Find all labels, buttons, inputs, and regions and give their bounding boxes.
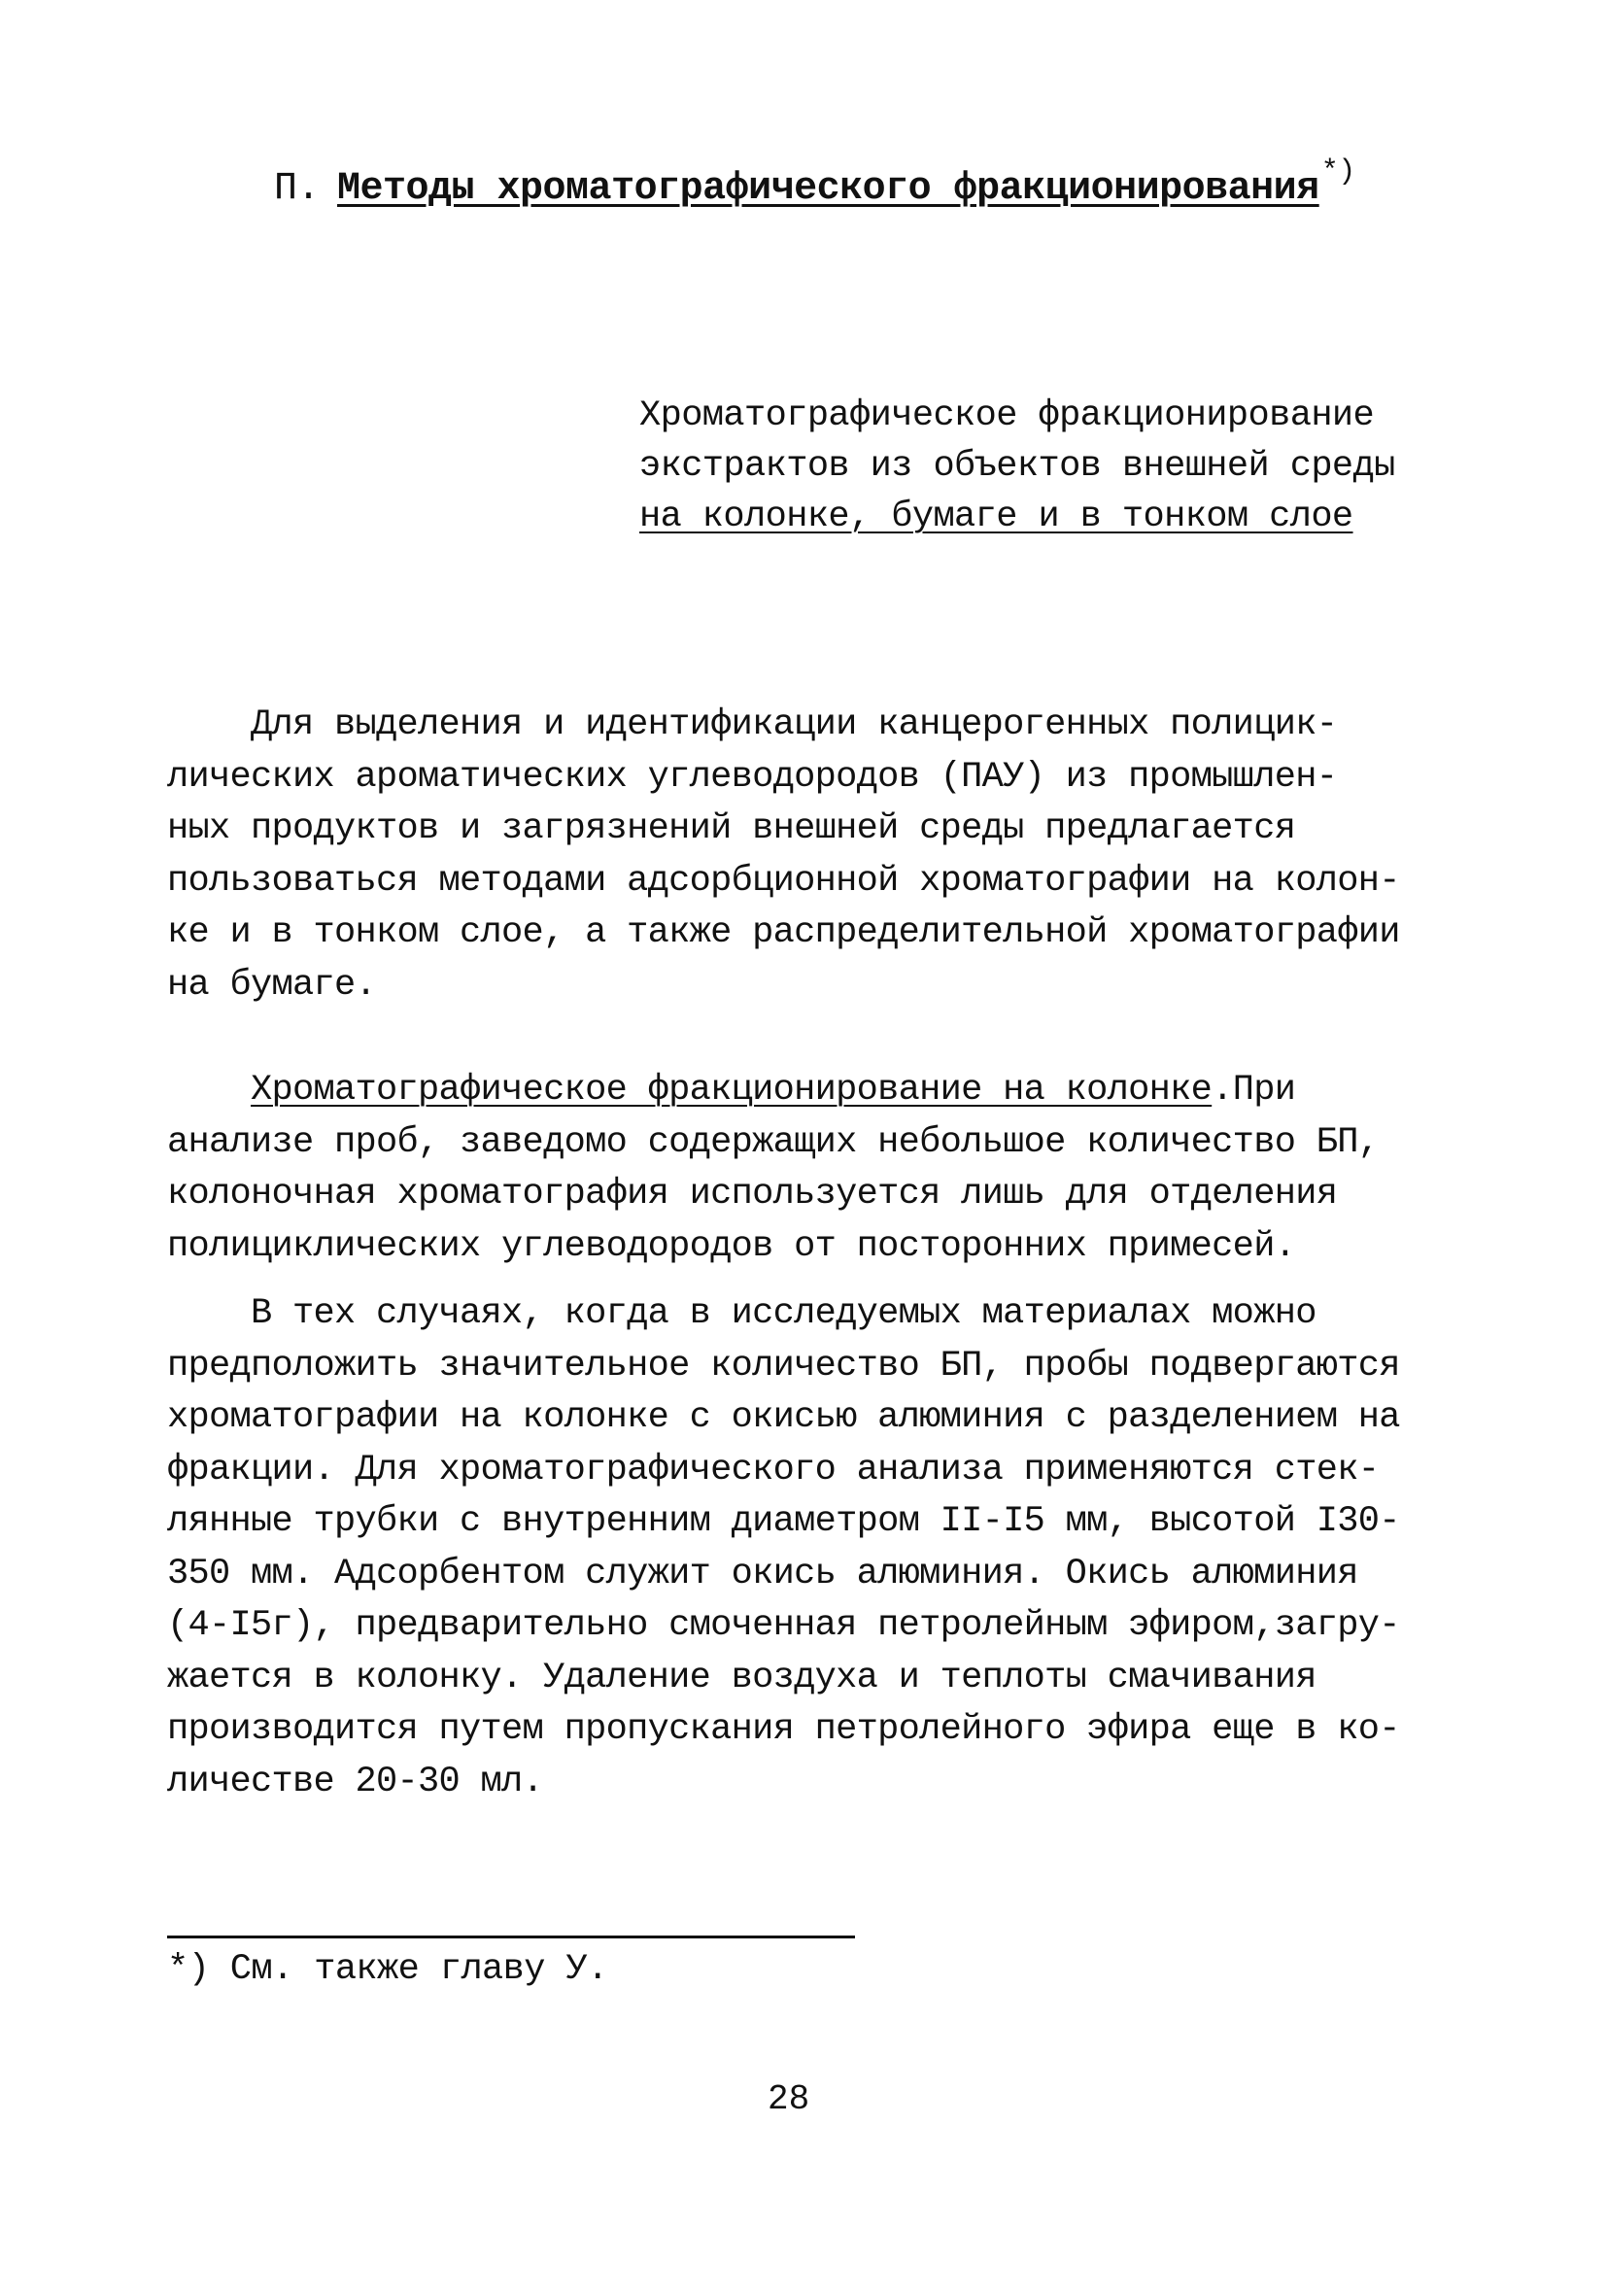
section-heading xyxy=(274,155,1355,211)
text-line: жается в колонку. Удаление воздуха и теплоты смачивания xyxy=(167,1657,1316,1698)
paragraph-large-amount xyxy=(167,1288,1430,1808)
subtitle-line: на колонке, бумаге и в тонком слое xyxy=(639,497,1353,537)
paragraph-intro xyxy=(167,700,1430,1011)
footnote-divider xyxy=(167,1936,855,1938)
text-line: личестве 20-30 мл. xyxy=(167,1761,544,1802)
paragraph-lead-title: Хроматографическое фракционирование на колонке xyxy=(251,1070,1213,1111)
subtitle-line: экстрактов из объектов внешней среды xyxy=(639,446,1395,487)
section-number: П. xyxy=(274,167,321,211)
text-line: 350 мм. Адсорбентом служит окись алюминия. Окись алюминия xyxy=(167,1553,1358,1594)
page-number: 28 xyxy=(768,2079,810,2119)
paragraph-column-fractionation xyxy=(167,1065,1430,1273)
text-line xyxy=(167,1065,1430,1117)
text-line: В тех случаях, когда в исследуемых материалах можно xyxy=(167,1293,1316,1334)
text-line: на бумаге. xyxy=(167,964,377,1006)
text-line: фракции. Для хроматографического анализа применяются стек- xyxy=(167,1449,1380,1491)
subsection-title xyxy=(639,391,1417,542)
paragraph-lead-rest: .При xyxy=(1212,1070,1296,1111)
footnote-mark: *) xyxy=(1320,155,1355,188)
footnote: *) См. также главу У. xyxy=(167,1949,608,1990)
text-line: ных продуктов и загрязнений внешней среды предлагается xyxy=(167,808,1296,849)
text-line: ке и в тонком слое, а также распределительной хроматографии xyxy=(167,912,1400,953)
text-line: колоночная хроматография используется лишь для отделения xyxy=(167,1174,1338,1215)
text-line: хроматографии на колонке с окисью алюминия с разделением на xyxy=(167,1397,1400,1438)
paragraph-indent xyxy=(167,1070,251,1111)
text-line: лических ароматических углеводородов (ПАУ) из промышлен- xyxy=(167,756,1338,798)
text-line: пользоваться методами адсорбционной хроматографии на колон- xyxy=(167,860,1400,902)
text-line: предположить значительное количество БП, пробы подвергаются xyxy=(167,1345,1400,1387)
text-line: Для выделения и идентификации канцерогенных полицик- xyxy=(167,704,1338,745)
text-line: полициклических углеводородов от посторонних примесей. xyxy=(167,1225,1296,1267)
text-line: анализе проб, заведомо содержащих небольшое количество БП, xyxy=(167,1121,1380,1163)
text-line: (4-I5г), предварительно смоченная петролейным эфиром,загру- xyxy=(167,1605,1400,1646)
text-line: производится путем пропускания петролейного эфира еще в ко- xyxy=(167,1709,1400,1750)
section-title: Методы хроматографического фракционирования xyxy=(337,167,1319,211)
text-line: лянные трубки с внутренним диаметром II-I5 мм, высотой I30- xyxy=(167,1501,1400,1542)
subtitle-line: Хроматографическое фракционирование xyxy=(639,395,1375,436)
